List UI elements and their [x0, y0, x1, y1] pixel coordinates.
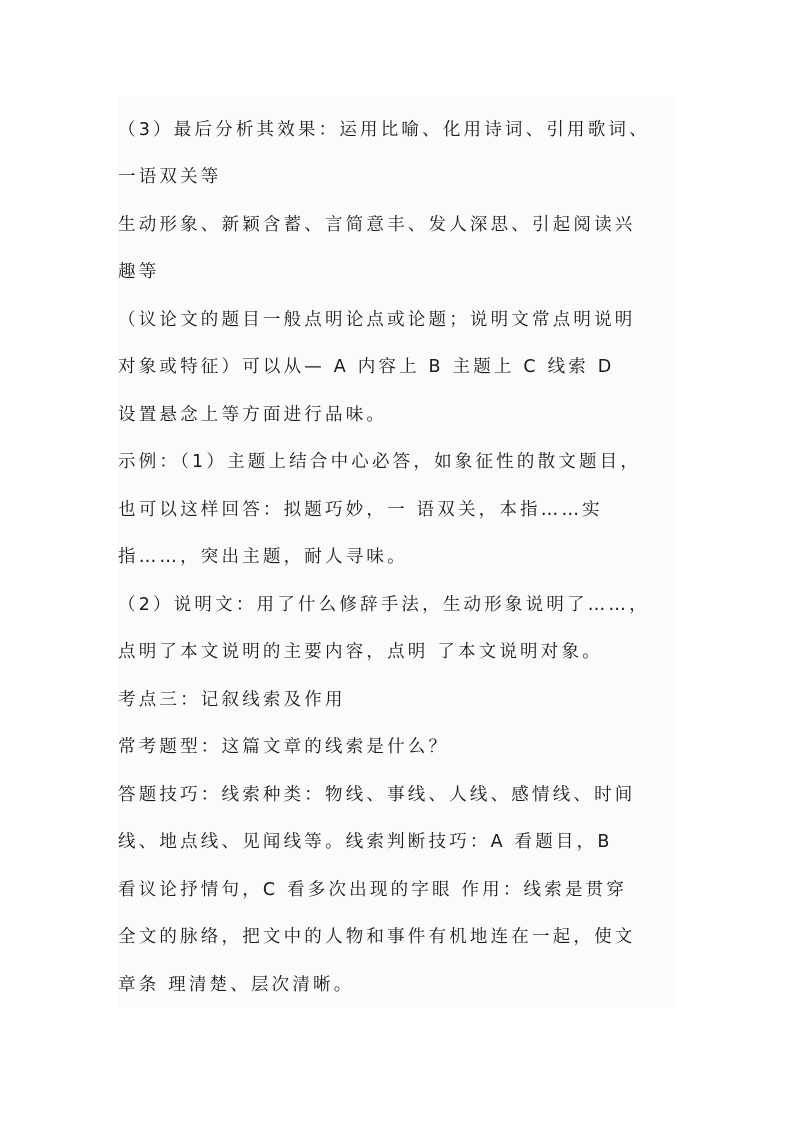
- document-body: [118, 96, 676, 1008]
- text-line: 看议论抒情句，C 看多次出现的字眼 作用：线索是贯穿: [118, 880, 628, 900]
- text-line: 点明了本文说明的主要内容，点明 了本文说明对象。: [118, 642, 603, 662]
- text-line: （议论文的题目一般点明论点或论题；说明文常点明说明: [118, 310, 636, 330]
- text-line: 答题技巧：线索种类：物线、事线、人线、感情线、时间: [118, 785, 636, 805]
- text-line: 设置悬念上等方面进行品味。: [118, 405, 388, 425]
- text-line: 对象或特征）可以从— A 内容上 B 主题上 C 线索 D: [118, 357, 615, 377]
- text-line: 趣等: [118, 262, 160, 282]
- text-line: 一语双关等: [118, 167, 222, 187]
- text-line: 章条 理清楚、层次清晰。: [118, 975, 355, 995]
- text-line: 生动形象、新颖含蓄、言简意丰、发人深思、引起阅读兴: [118, 215, 636, 235]
- text-line: 全文的脉络，把文中的人物和事件有机地连在一起，使文: [118, 927, 636, 947]
- section-heading: 考点三：记叙线索及作用: [118, 690, 346, 710]
- text-line: 线、地点线、见闻线等。线索判断技巧：A 看题目，B: [118, 832, 613, 852]
- text-line: （3）最后分析其效果：运用比喻、化用诗词、引用歌词、: [118, 120, 650, 140]
- text-line: 示例：（1）主题上结合中心必答，如象征性的散文题目，: [118, 452, 642, 472]
- text-line: 常考题型：这篇文章的线索是什么？: [118, 737, 450, 757]
- text-line: 也可以这样回答：拟题巧妙，一 语双关，本指……实: [118, 500, 603, 520]
- text-line: （2）说明文：用了什么修辞手法，生动形象说明了……，: [118, 595, 650, 615]
- text-line: 指……，突出主题，耐人寻味。: [118, 547, 408, 567]
